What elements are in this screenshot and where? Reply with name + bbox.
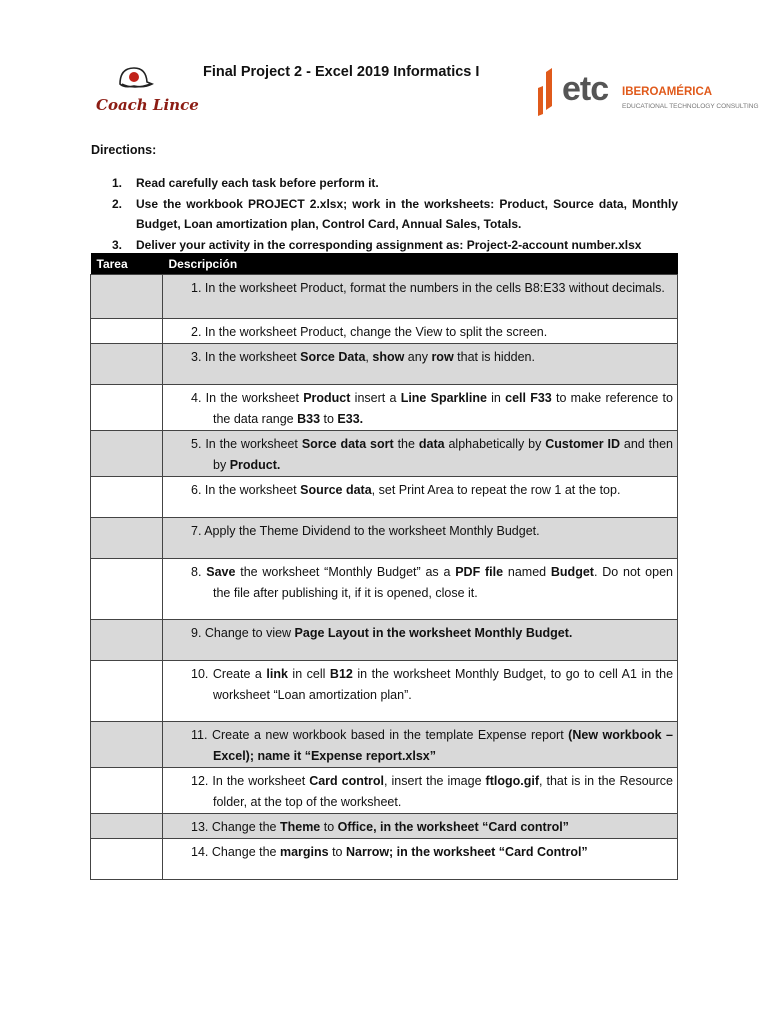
table-row	[91, 559, 678, 620]
task-number: 11.	[191, 728, 212, 742]
task-text	[163, 768, 677, 813]
table-row	[91, 839, 678, 880]
task-text-segment: Source data	[300, 483, 372, 497]
descripcion-cell	[163, 431, 678, 477]
task-text-segment: to	[320, 412, 338, 426]
coach-lince-text: Coach Lince	[96, 96, 199, 114]
direction-number: 1.	[112, 176, 123, 190]
task-text-segment: Office, in the worksheet “Card control”	[337, 820, 569, 834]
tarea-cell	[91, 620, 163, 661]
task-text-segment: insert a	[350, 391, 401, 405]
tarea-cell	[91, 814, 163, 839]
table-row	[91, 768, 678, 814]
task-text-segment: In the worksheet	[204, 483, 301, 497]
descripcion-cell	[163, 275, 678, 319]
task-text-segment: Product	[303, 391, 351, 405]
task-text-segment: data	[418, 437, 445, 451]
task-text-segment: In the worksheet	[212, 774, 310, 788]
task-text	[163, 431, 677, 476]
etc-iberoamerica-logo	[536, 66, 759, 118]
task-text-segment: any	[404, 350, 432, 364]
task-text-segment: Budget	[550, 565, 594, 579]
direction-text: Read carefully each task before perform it.	[136, 176, 379, 190]
tarea-cell	[91, 518, 163, 559]
task-text	[163, 275, 677, 299]
direction-item	[112, 235, 678, 256]
task-text-segment: Product.	[229, 458, 281, 472]
task-number: 13.	[191, 820, 212, 834]
column-header-tarea: Tarea	[91, 253, 163, 275]
tarea-cell	[91, 722, 163, 768]
task-number: 1.	[191, 281, 205, 295]
task-text	[163, 722, 677, 767]
task-text-segment: ,	[365, 350, 373, 364]
descripcion-cell	[163, 839, 678, 880]
task-text-segment: to	[328, 845, 346, 859]
table-header-row	[91, 253, 678, 275]
tarea-cell	[91, 431, 163, 477]
task-text-segment: show	[372, 350, 405, 364]
task-text-segment: Create a new workbook based in the template Expense report	[211, 728, 569, 742]
task-text-segment: link	[266, 667, 288, 681]
table-row	[91, 722, 678, 768]
task-text-segment: , insert the image	[384, 774, 486, 788]
task-text-segment: the	[393, 437, 419, 451]
tarea-cell	[91, 559, 163, 620]
task-text	[163, 477, 677, 501]
tarea-cell	[91, 477, 163, 518]
task-text-segment: Page Layout in the worksheet Monthly Budget.	[294, 626, 573, 640]
task-text-segment: Change to view	[204, 626, 295, 640]
tarea-cell	[91, 661, 163, 722]
cap-icon	[114, 64, 154, 94]
task-text-segment: in cell	[287, 667, 330, 681]
task-text-segment: Customer ID	[545, 437, 620, 451]
task-text-segment: , that is in the Resource folder, at the top of the worksheet.	[213, 774, 673, 809]
task-text	[163, 661, 677, 706]
tarea-cell	[91, 275, 163, 319]
task-text-segment: Narrow; in the worksheet “Card Control”	[345, 845, 588, 859]
task-text-segment: In the worksheet	[205, 391, 304, 405]
descripcion-cell	[163, 518, 678, 559]
task-text-segment: Sorce data sort	[301, 437, 394, 451]
task-number: 7.	[191, 524, 205, 538]
task-text-segment: Apply the Theme Dividend to the worksheet Monthly Budget.	[204, 524, 540, 538]
task-text-segment: alphabetically by	[444, 437, 546, 451]
task-text-segment: to make reference to the data range	[213, 391, 673, 426]
task-text-segment: (New workbook – Excel); name it “Expense report.xlsx”	[213, 728, 674, 763]
tarea-cell	[91, 385, 163, 431]
etc-region: IBEROAMÉRICA	[622, 86, 713, 98]
task-text	[163, 518, 677, 542]
descripcion-cell	[163, 661, 678, 722]
descripcion-cell	[163, 620, 678, 661]
task-text	[163, 814, 677, 838]
task-text	[163, 839, 677, 863]
etc-tagline: EDUCATIONAL TECHNOLOGY CONSULTING	[622, 103, 759, 110]
task-text-segment: E33.	[337, 412, 364, 426]
task-text-segment: that is hidden.	[453, 350, 535, 364]
task-text-segment: margins	[279, 845, 329, 859]
task-text-segment: In the worksheet	[204, 350, 301, 364]
task-number: 8.	[191, 565, 207, 579]
task-number: 4.	[191, 391, 206, 405]
task-number: 2.	[191, 325, 205, 339]
descripcion-cell	[163, 385, 678, 431]
direction-text: Deliver your activity in the corresponding assignment as: Project-2-account number.xlsx	[136, 237, 642, 252]
etc-brand: etc	[562, 70, 609, 108]
direction-number: 2.	[112, 196, 123, 211]
task-number: 14.	[191, 845, 212, 859]
task-text-segment: named	[503, 565, 551, 579]
task-number: 6.	[191, 483, 205, 497]
descripcion-cell	[163, 559, 678, 620]
tarea-cell	[91, 344, 163, 385]
table-row	[91, 344, 678, 385]
task-text-segment: . Do not open the file after publishing it, if it is opened, close it.	[213, 565, 673, 600]
page-title: Final Project 2 - Excel 2019 Informatics I	[203, 64, 480, 80]
descripcion-cell	[163, 477, 678, 518]
table-row	[91, 319, 678, 344]
task-text-segment: the worksheet “Monthly Budget” as a	[235, 565, 456, 579]
table-row	[91, 661, 678, 722]
task-text-segment: and then by	[213, 437, 673, 472]
task-text-segment: Create a	[212, 667, 267, 681]
task-text	[163, 559, 677, 604]
coach-lince-logo	[92, 64, 199, 124]
task-text-segment: PDF file	[455, 565, 504, 579]
table-row	[91, 275, 678, 319]
directions-list	[112, 173, 678, 255]
direction-item	[112, 194, 678, 235]
column-header-descripcion: Descripción	[163, 253, 678, 275]
task-text	[163, 344, 677, 368]
task-text-segment: row	[431, 350, 454, 364]
task-text-segment: In the worksheet	[205, 437, 302, 451]
table-row	[91, 385, 678, 431]
direction-item	[112, 173, 678, 194]
etc-bars-icon	[536, 66, 562, 116]
task-text-segment: , set Print Area to repeat the row 1 at the top.	[371, 483, 621, 497]
table-row	[91, 814, 678, 839]
task-text-segment: in the worksheet Monthly Budget, to go to cell A1 in the worksheet “Loan amortization plan”.	[213, 667, 674, 702]
task-text-segment: In the worksheet Product, format the numbers in the cells B8:E33 without decimals.	[204, 281, 665, 295]
task-number: 10.	[191, 667, 213, 681]
task-text-segment: Line Sparkline	[400, 391, 487, 405]
task-number: 3.	[191, 350, 205, 364]
task-text-segment: B12	[329, 667, 353, 681]
descripcion-cell	[163, 768, 678, 814]
direction-text: Use the workbook PROJECT 2.xlsx; work in the worksheets: Product, Source data, Monthly Budget, Loan amortization plan, Control Card, Annual Sales, Totals.	[136, 196, 678, 231]
descripcion-cell	[163, 814, 678, 839]
task-number: 9.	[191, 626, 205, 640]
task-text-segment: ftlogo.gif	[485, 774, 539, 788]
task-text-segment: in	[486, 391, 506, 405]
descripcion-cell	[163, 722, 678, 768]
task-number: 12.	[191, 774, 213, 788]
table-row	[91, 620, 678, 661]
direction-number: 3.	[112, 237, 123, 252]
task-text	[163, 385, 677, 430]
descripcion-cell	[163, 344, 678, 385]
task-text-segment: to	[320, 820, 338, 834]
task-text-segment: Save	[206, 565, 236, 579]
tarea-cell	[91, 839, 163, 880]
task-text-segment: Change the	[211, 820, 280, 834]
descripcion-cell	[163, 319, 678, 344]
table-row	[91, 431, 678, 477]
task-text-segment: In the worksheet Product, change the View to split the screen.	[204, 325, 548, 339]
task-text-segment: Card control	[309, 774, 385, 788]
task-text-segment: cell F33	[505, 391, 552, 405]
tasks-table	[90, 253, 678, 880]
table-row	[91, 518, 678, 559]
task-text-segment: Change the	[211, 845, 280, 859]
directions-label: Directions:	[91, 143, 157, 157]
table-row	[91, 477, 678, 518]
task-text	[163, 620, 677, 644]
task-text-segment: Theme	[279, 820, 321, 834]
tarea-cell	[91, 768, 163, 814]
task-text-segment: Sorce Data	[300, 350, 366, 364]
tarea-cell	[91, 319, 163, 344]
task-text-segment: B33	[297, 412, 321, 426]
task-number: 5.	[191, 437, 206, 451]
task-text	[163, 319, 677, 343]
